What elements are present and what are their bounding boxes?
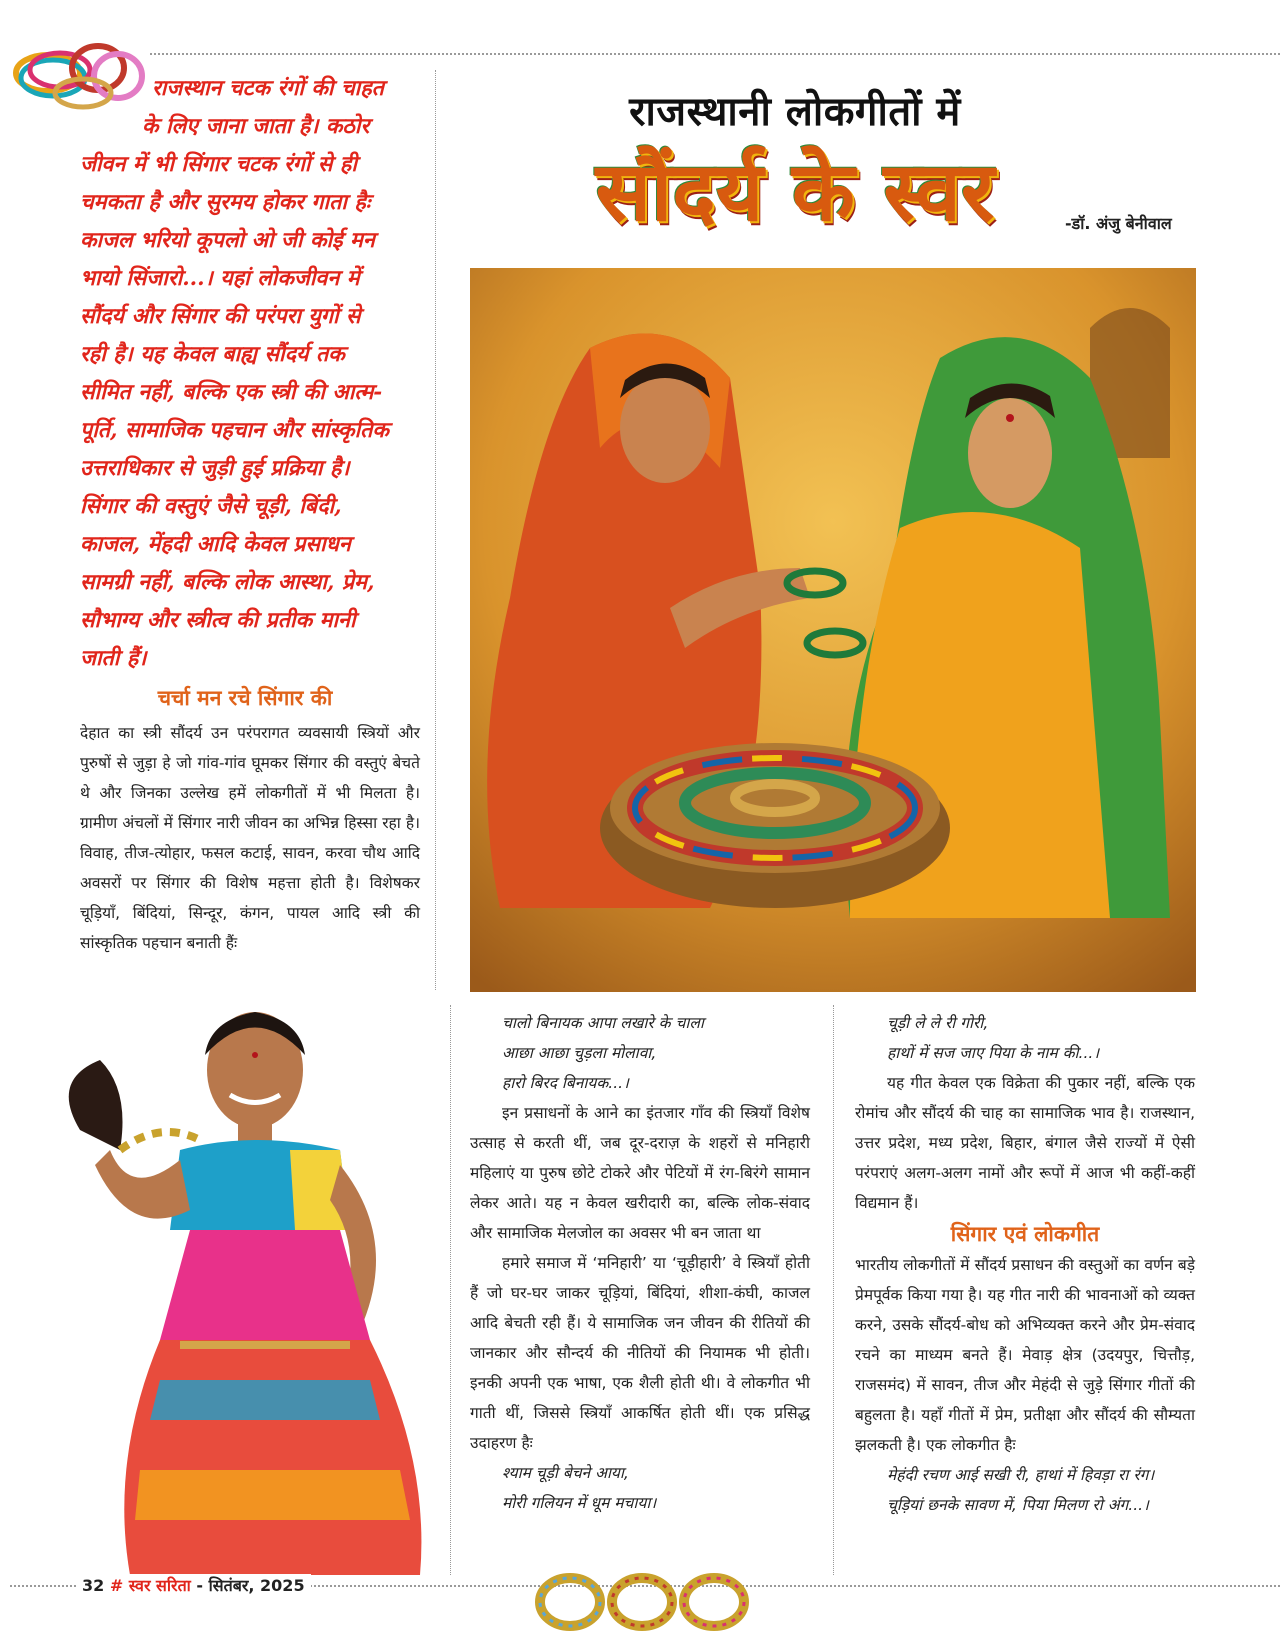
folio-hash: # xyxy=(109,1576,124,1595)
col3-paragraph-1: यह गीत केवल एक विक्रेता की पुकार नहीं, बल्कि एक रोमांच और सौंदर्य की चाह का सामाजिक भाव है। राजस्थान, उत्तर प्रदेश, मध्य प्रदेश, बिहार, बंगाल जैसे राज्यों में ऐसी परंपराएं अलग-अलग नामों और रूपों में आज भी कहीं-कहीं विद्यमान हैं। xyxy=(855,1074,1195,1212)
verse-line: मेहंदी रचण आई सखी री, हाथां में हिवड़ा रा रंग। xyxy=(887,1466,1155,1484)
section-heading-charcha: चर्चा मन रचे सिंगार की xyxy=(157,686,333,710)
intro-line: काजल, मेंहदी आदि केवल प्रसाधन xyxy=(80,532,351,557)
woman-in-ghagra-photo xyxy=(40,1000,460,1575)
intro-line: सिंगार की वस्तुएं जैसे चूड़ी, बिंदी, xyxy=(80,494,342,519)
issue-date: - सितंबर, 2025 xyxy=(196,1576,305,1595)
col2-paragraph-2: हमारे समाज में ‘मनिहारी’ या ‘चूड़ीहारी’ वे स्त्रियाँ होती हैं जो घर-घर जाकर चूड़ियां, बिंदियां, शीशा-कंघी, काजल आदि बेचती रही हैं। ये सामाजिक जन जीवन की रीतियों की जानकार और सौन्दर्य की नीतियों की नियामक भी होती। इनकी अपनी एक भाषा, एक शैली होती थी। वे लोकगीत भी गाती थीं, जिससे स्त्रियाँ आकर्षित होती थीं। एक प्रसिद्ध उदाहरण हैः xyxy=(470,1254,810,1452)
title-top-line: राजस्थानी लोकगीतों में xyxy=(629,89,961,135)
intro-line: चमकता है और सुरमय होकर गाता हैः xyxy=(80,190,371,215)
top-dotted-rule xyxy=(150,53,1280,55)
author-byline: -डॉ. अंजु बेनीवाल xyxy=(1065,214,1172,233)
col1-paragraph: देहात का स्त्री सौंदर्य उन परंपरागत व्यवसायी स्त्रियों और पुरुषों से जुड़ा हे जो गांव-गांव घूमकर सिंगार की वस्तुएं बेचते थे और जिनका उल्लेख हमें लोकगीतों में भी मिलता है। ग्रामीण अंचलों में सिंगार नारी जीवन का अभिन्न हिस्सा रहा है। विवाह, तीज-त्योहार, फसल कटाई, सावन, करवा चौथ आदि अवसरों पर सिंगार की विशेष महत्ता होती है। विशेषकर चूड़ियाँ, बिंदियां, सिन्दूर, कंगन, पायल आदि स्त्री की सांस्कृतिक पहचान बनाती हैंः xyxy=(80,724,420,952)
col1-body xyxy=(80,718,420,958)
verse-line: चूड़ियां छनके सावण में, पिया मिलण रो अंग...। xyxy=(887,1496,1149,1514)
section-heading-singar-lokgeet: सिंगार एवं लोकगीत xyxy=(950,1222,1100,1246)
col3 xyxy=(855,1008,1195,1520)
intro-line: सीमित नहीं, बल्कि एक स्त्री की आत्म- xyxy=(80,380,383,405)
verse-line: हारो बिरद बिनायक...। xyxy=(502,1074,629,1092)
intro-line: जीवन में भी सिंगार चटक रंगों से ही xyxy=(80,152,357,177)
intro-line: काजल भरियो कूपलो ओ जी कोई मन xyxy=(80,228,375,253)
col2-paragraph-1: इन प्रसाधनों के आने का इंतजार गाँव की स्त्रियाँ विशेष उत्साह से करती थीं, जब दूर-दराज़ के शहरों से मनिहारी महिलाएं या पुरुष छोटे टोकरे और पेटियों में रंग-बिरंगे सामान लेकर आते। यह न केवल खरीदारी का, बल्कि लोक-संवाद और सामाजिक मेलजोल का अवसर भी बन जाता था xyxy=(470,1104,810,1242)
painting-bangle-sellers xyxy=(470,268,1196,992)
intro-line: उत्तराधिकार से जुड़ी हुई प्रक्रिया है। xyxy=(80,456,350,481)
verse-line: चालो बिनायक आपा लखारे के चाला xyxy=(502,1014,704,1032)
column-divider-left-top xyxy=(435,70,436,990)
title-main: सौंदर्य के स्वर xyxy=(595,144,995,240)
intro-line: भायो सिंजारो...। यहां लोकजीवन में xyxy=(80,266,360,291)
intro-line: रही है। यह केवल बाह्य सौंदर्य तक xyxy=(80,342,345,367)
verse-line: चूड़ी ले ले री गोरी, xyxy=(887,1014,989,1032)
verse-line: मोरी गलियन में धूम मचाया। xyxy=(502,1494,657,1512)
intro-line: सौभाग्य और स्त्रीत्व की प्रतीक मानी xyxy=(80,608,356,633)
page-folio xyxy=(76,1574,311,1596)
intro-line: सौंदर्य और सिंगार की परंपरा युगों से xyxy=(80,304,361,329)
footer-bangles-illustration xyxy=(535,1572,750,1632)
col2 xyxy=(470,1008,810,1518)
intro-line: जाती हैं। xyxy=(80,646,147,671)
intro-paragraph xyxy=(80,70,425,678)
verse-line: आछा आछा चुड़ला मोलावा, xyxy=(502,1044,657,1062)
intro-line: सामग्री नहीं, बल्कि लोक आस्था, प्रेम, xyxy=(80,570,375,595)
intro-line: पूर्ति, सामाजिक पहचान और सांस्कृतिक xyxy=(80,418,389,443)
column-divider-middle xyxy=(833,1005,834,1575)
verse-line: श्याम चूड़ी बेचने आया, xyxy=(502,1464,629,1482)
page-number: 32 xyxy=(82,1576,105,1595)
intro-line: राजस्थान चटक रंगों की चाहत xyxy=(152,76,384,101)
verse-line: हाथों में सज जाए पिया के नाम की...। xyxy=(887,1044,1100,1062)
intro-line: के लिए जाना जाता है। कठोर xyxy=(142,114,370,139)
magazine-name: स्वर सरिता xyxy=(128,1576,191,1595)
col3-paragraph-2: भारतीय लोकगीतों में सौंदर्य प्रसाधन की वस्तुओं का वर्णन बड़े प्रेमपूर्वक किया गया है। यह गीत नारी की भावनाओं को व्यक्त करने, उसके सौंदर्य-बोध को अभिव्यक्त करने और प्रेम-संवाद रचने का माध्यम बनते हैं। मेवाड़ क्षेत्र (उदयपुर, चित्तौड़, राजसमंद) में सावन, तीज और मेहंदी से जुड़े सिंगार गीतों की बहुलता है। यहाँ गीतों में प्रेम, प्रतीक्षा और सौंदर्य की सौम्यता झलकती है। एक लोकगीत हैः xyxy=(855,1256,1195,1454)
